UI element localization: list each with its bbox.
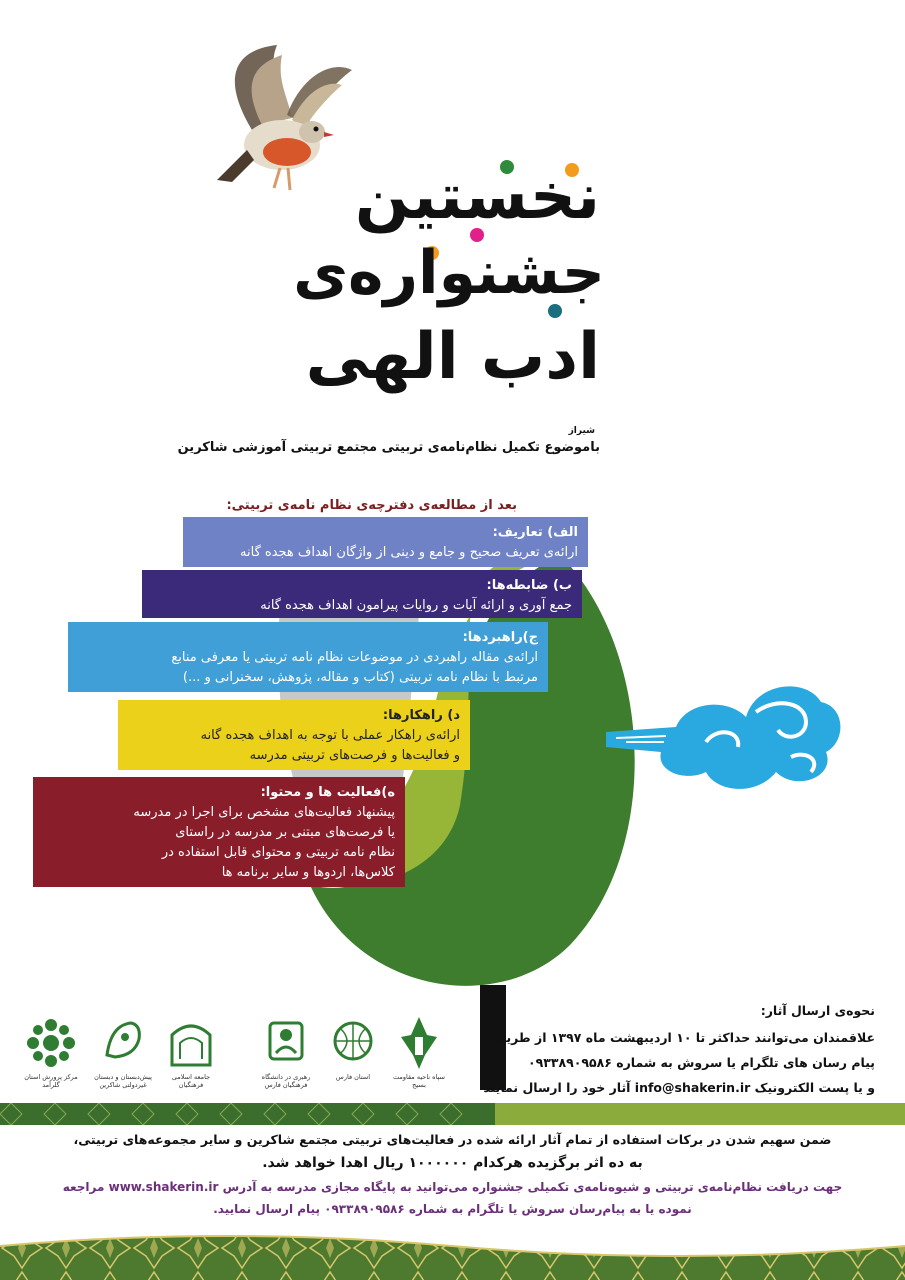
mosque-emblem-icon bbox=[166, 1015, 216, 1071]
send-heading: نحوه‌ی ارسال آثار: bbox=[760, 1003, 875, 1018]
ornament-emblem-icon bbox=[26, 1015, 76, 1071]
logo-student-caption: رهبری در دانشگاه فرهنگیان فارس bbox=[261, 1073, 311, 1089]
section-activities-line-4: کلاس‌ها، اردوها و سایر برنامه ها bbox=[221, 865, 395, 880]
title-city: شیراز bbox=[568, 426, 595, 436]
section-activities-line-1: پیشنهاد فعالیت‌های مشخص برای اجرا در مدرسه bbox=[133, 805, 395, 820]
section-activities-line-2: یا فرصت‌های مبتنی بر مدرسه در راستای bbox=[175, 825, 395, 840]
pattern-strip-bottom bbox=[0, 1226, 905, 1280]
logo-globe-caption: استان فارس bbox=[335, 1073, 371, 1081]
section-criteria-heading: ب) ضابطه‌ها: bbox=[486, 578, 572, 593]
student-emblem-icon bbox=[264, 1015, 308, 1071]
footer-line-2: به ده اثر برگزیده هرکدام ۱۰۰۰۰۰۰ ریال اهدا خواهد شد. bbox=[262, 1155, 643, 1171]
logo-ornament bbox=[20, 1015, 82, 1095]
page-subtitle: باموضوع تکمیل نظام‌نامه‌ی تربیتی مجتمع تربیتی آموزشی شاکرین bbox=[177, 440, 600, 455]
title-line-2: جشنواره‌ی bbox=[293, 238, 605, 308]
title-line-1: نخستین bbox=[354, 160, 600, 234]
logo-globe bbox=[322, 1015, 384, 1095]
send-line-3: و یا پست الکترونیک info@shakerin.ir آثار خود را ارسال نمایند bbox=[483, 1080, 875, 1095]
section-solutions-line-2: و فعالیت‌ها و فرصت‌های تربیتی مدرسه bbox=[249, 748, 460, 763]
title-line-3: ادب الهی bbox=[305, 320, 600, 394]
section-activities-heading: ه)فعالیت ها و محتوا: bbox=[260, 785, 395, 800]
intro-text: بعد از مطالعه‌ی دفترچه‌ی نظام نامه‌ی تربیتی: bbox=[226, 498, 517, 513]
section-strategies-heading: ج)راهبردها: bbox=[462, 630, 538, 645]
send-line-1: علاقمندان می‌توانند حداکثر تا ۱۰ اردیبهشت ماه ۱۳۹۷ از طریق bbox=[495, 1030, 875, 1045]
section-criteria-line: جمع آوری و ارائه آیات و روایات پیرامون اهداف هجده گانه bbox=[260, 598, 572, 613]
logo-shakerin-caption: پیش‌دبستان و دبستان غیردولتی شاکرین bbox=[94, 1073, 152, 1089]
section-definitions bbox=[183, 517, 588, 567]
logo-army-caption: سپاه ناحیه مقاومت بسیج bbox=[393, 1073, 445, 1089]
cloud-illustration bbox=[606, 672, 846, 802]
section-activities-line-3: نظام نامه تربیتی و محتوای قابل استفاده در bbox=[161, 845, 395, 860]
send-line-2: پیام رسان های تلگرام یا سروش به شماره ۰۹۳۳۸۹۰۹۵۸۶ bbox=[527, 1055, 875, 1070]
section-solutions bbox=[118, 700, 470, 770]
section-solutions-line-1: ارائه‌ی راهکار عملی با توجه به اهداف هجده گانه bbox=[200, 728, 460, 743]
logo-mosque-caption: جامعه اسلامی فرهنگیان bbox=[171, 1073, 211, 1089]
army-emblem-icon bbox=[397, 1015, 441, 1071]
logo-army bbox=[388, 1015, 450, 1095]
section-strategies-line-1: ارائه‌ی مقاله راهبردی در موضوعات نظام نامه تربیتی یا معرفی منابع bbox=[171, 650, 538, 665]
pattern-strip-top bbox=[0, 1103, 905, 1125]
globe-emblem-icon bbox=[331, 1015, 375, 1071]
footer-line-3: جهت دریافت نظام‌نامه‌ی تربیتی و شیوه‌نامه‌ی تکمیلی جشنواره می‌توانید به پایگاه مجازی مدرسه به آدرس www.shakerin.ir مراجعه bbox=[62, 1180, 843, 1194]
section-activities bbox=[33, 777, 405, 887]
footer-line-1: ضمن سهیم شدن در برکات استفاده از تمام آثار ارائه شده در فعالیت‌های تربیتی مجتمع شاکرین و سایر مجموعه‌های تربیتی، bbox=[73, 1132, 832, 1147]
section-solutions-heading: د) راهکارها: bbox=[382, 708, 460, 723]
logo-ornament-caption: مرکز پرورش استان گلرآمد bbox=[24, 1073, 78, 1089]
bird-illustration bbox=[192, 40, 362, 210]
footer-line-4: نموده یا به پیام‌رسان سروش یا تلگرام به شماره ۰۹۳۳۸۹۰۹۵۸۶ پیام ارسال نمایید. bbox=[213, 1202, 692, 1216]
section-strategies-line-2: مرتبط با نظام نامه تربیتی (کتاب و مقاله، پژوهش، سخنرانی و ...) bbox=[182, 670, 538, 685]
logo-shakerin bbox=[92, 1015, 154, 1095]
logo-mosque bbox=[160, 1015, 222, 1095]
shakerin-emblem-icon bbox=[101, 1015, 145, 1071]
section-strategies bbox=[68, 622, 548, 692]
section-criteria bbox=[142, 570, 582, 618]
section-definitions-line: ارائه‌ی تعریف صحیح و جامع و دینی از واژگان اهداف هجده گانه bbox=[240, 545, 578, 560]
section-definitions-heading: الف) تعاریف: bbox=[492, 525, 578, 540]
logo-student bbox=[255, 1015, 317, 1095]
